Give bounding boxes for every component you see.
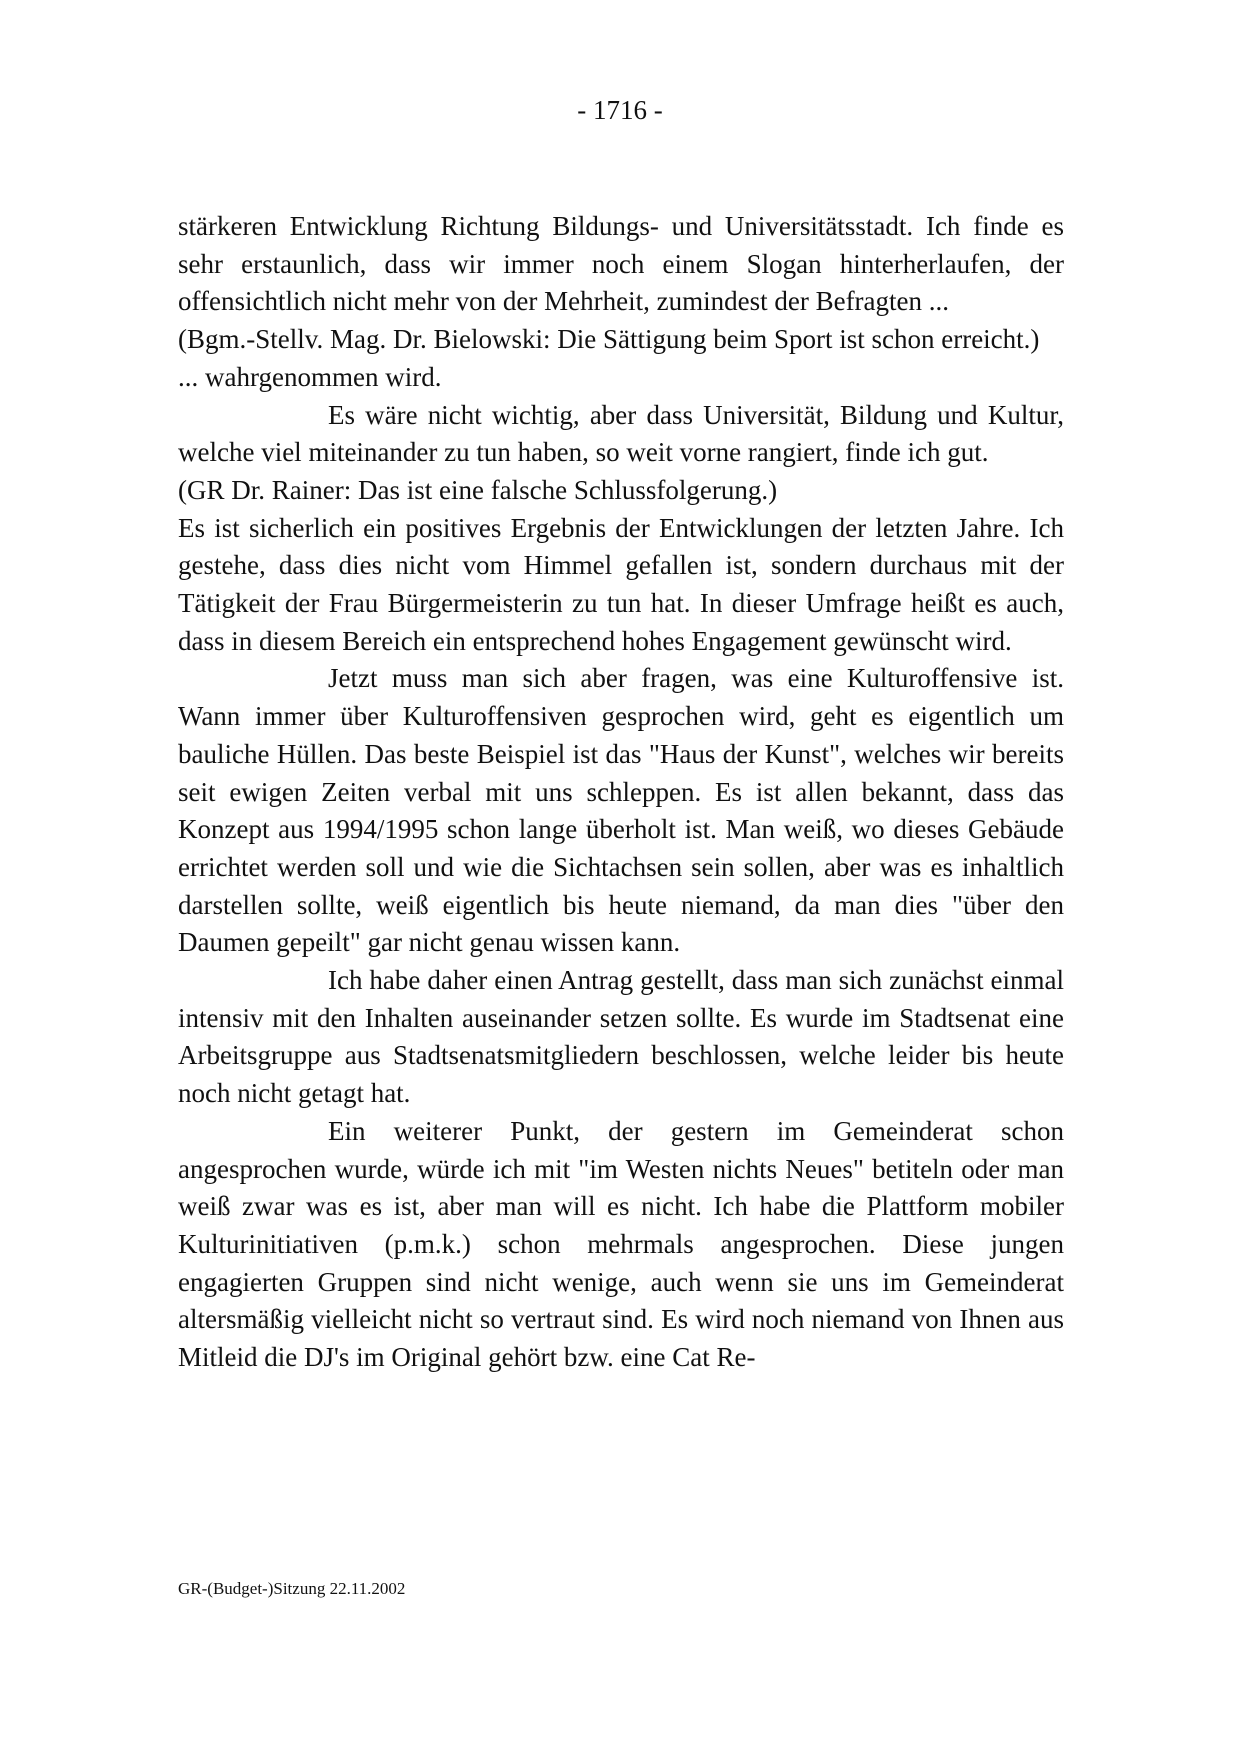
paragraph: Es wäre nicht wichtig, aber dass Universität, Bildung und Kultur, welche viel miteinander zu tun haben, so weit vorne rangiert, finde ich gut. (178, 399, 1064, 468)
paragraph: ... wahrgenommen wird. (178, 361, 442, 392)
page-footer: GR-(Budget-)Sitzung 22.11.2002 (178, 1579, 406, 1598)
paragraph: Es ist sicherlich ein positives Ergebnis der Entwicklungen der letzten Jahre. Ich gestehe, dass dies nicht vom Himmel gefallen ist, sondern durchaus mit der Tätigkeit der Frau Bürgermeisterin zu tun hat. In dieser Umfrage heißt es auch, dass in diesem Bereich ein entsprechend hohes Engagement gewünscht wird. (178, 512, 1064, 656)
page-number: - 1716 - (577, 95, 663, 125)
paragraph: Jetzt muss man sich aber fragen, was eine Kulturoffensive ist. Wann immer über Kulturoffensiven gesprochen wird, geht es eigentlich um bauliche Hüllen. Das beste Beispiel ist das "Haus der Kunst", welches wir bereits seit ewigen Zeiten verbal mit uns schleppen. Es ist allen bekannt, dass das Konzept aus 1994/1995 schon lange überholt ist. Man weiß, wo dieses Gebäude errichtet werden soll und wie die Sichtachsen sein sollen, aber was es inhaltlich darstellen sollte, weiß eigentlich bis heute niemand, da man dies "über den Daumen gepeilt" gar nicht genau wissen kann. (178, 663, 1064, 958)
paragraph: Ich habe daher einen Antrag gestellt, dass man sich zunächst einmal intensiv mit den Inhalten auseinander setzen sollte. Es wurde im Stadtsenat eine Arbeitsgruppe aus Stadtsenatsmitgliedern beschlossen, welche leider bis heute noch nicht getagt hat. (178, 965, 1064, 1109)
interjection: (GR Dr. Rainer: Das ist eine falsche Schlussfolgerung.) (178, 474, 778, 505)
document-body (178, 208, 1064, 1377)
interjection: (Bgm.-Stellv. Mag. Dr. Bielowski: Die Sättigung beim Sport ist schon erreicht.) (178, 324, 1040, 355)
paragraph: stärkeren Entwicklung Richtung Bildungs- und Universitätsstadt. Ich finde es sehr erstaunlich, dass wir immer noch einem Slogan hinterherlaufen, der offensichtlich nicht mehr von der Mehrheit, zumindest der Befragten ... (178, 211, 1064, 317)
paragraph: Ein weiterer Punkt, der gestern im Gemeinderat schon angesprochen wurde, würde ich mit "im Westen nichts Neues" betiteln oder man weiß zwar was es ist, aber man will es nicht. Ich habe die Plattform mobiler Kulturinitiativen (p.m.k.) schon mehrmals angesprochen. Diese jungen engagierten Gruppen sind nicht wenige, auch wenn sie uns im Gemeinderat altersmäßig vielleicht nicht so vertraut sind. Es wird noch niemand von Ihnen aus Mitleid die DJ's im Original gehört bzw. eine Cat Re- (178, 1115, 1064, 1373)
